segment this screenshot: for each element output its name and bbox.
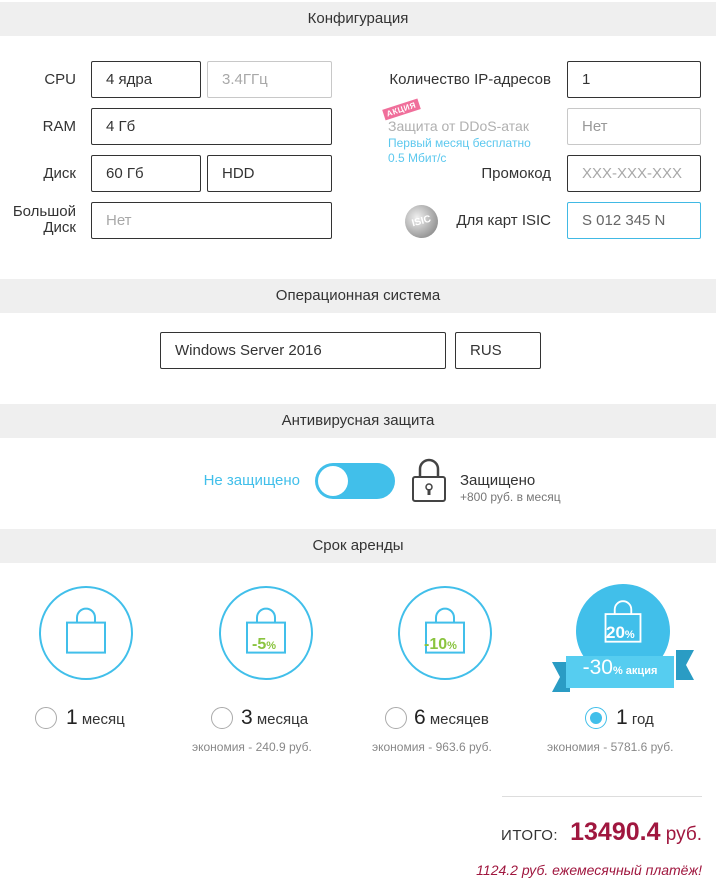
isic-logo: ISIC bbox=[401, 201, 441, 241]
term-6-months-label[interactable]: 6 месяцев bbox=[414, 706, 489, 729]
section-header-antivirus: Антивирусная защита bbox=[0, 404, 716, 438]
antivirus-toggle[interactable] bbox=[315, 463, 395, 499]
ddos-promo-line2: 0.5 Мбит/с bbox=[388, 151, 447, 165]
big-disk-label bbox=[0, 204, 76, 236]
monthly-payment: 1124.2 руб. ежемесячный платёж! bbox=[476, 862, 702, 878]
lock-icon bbox=[410, 457, 448, 508]
term-6-discount: -10% bbox=[424, 636, 457, 653]
os-language-select[interactable]: RUS bbox=[455, 332, 541, 369]
section-header-config: Конфигурация bbox=[0, 2, 716, 36]
toggle-knob bbox=[318, 466, 348, 496]
disk-size-field[interactable]: 60 Гб bbox=[91, 155, 201, 192]
ram-label: RAM bbox=[42, 118, 76, 135]
big-disk-field[interactable]: Нет bbox=[91, 202, 332, 239]
antivirus-off-label: Не защищено bbox=[203, 472, 300, 489]
term-3-months-radio[interactable] bbox=[211, 707, 233, 729]
term-1-year-radio[interactable] bbox=[585, 707, 607, 729]
term-6-months-icon[interactable] bbox=[398, 586, 492, 680]
big-disk-label-line1: Большой bbox=[12, 203, 76, 220]
total-label: ИТОГО: bbox=[501, 827, 559, 844]
section-header-term: Срок аренды bbox=[0, 529, 716, 563]
total-price bbox=[501, 818, 702, 847]
disk-type-field[interactable]: HDD bbox=[207, 155, 332, 192]
term-6-months-radio[interactable] bbox=[385, 707, 407, 729]
term-3-discount: -5% bbox=[252, 636, 277, 653]
cpu-cores-field[interactable]: 4 ядра bbox=[91, 61, 201, 98]
isic-field[interactable]: S 012 345 N bbox=[567, 202, 701, 239]
cpu-freq-field: 3.4ГГц bbox=[207, 61, 332, 98]
ddos-label: Защита от DDoS-атак bbox=[388, 118, 529, 134]
cpu-label: CPU bbox=[44, 71, 76, 88]
ram-field[interactable]: 4 Гб bbox=[91, 108, 332, 145]
shopping-bag-icon bbox=[61, 607, 111, 662]
term-1-year-label[interactable]: 1 год bbox=[616, 706, 654, 729]
promo-code-label: Промокод bbox=[481, 165, 551, 182]
term-3-months-label[interactable]: 3 месяца bbox=[241, 706, 309, 729]
term-year-saving: экономия - 5781.6 руб. bbox=[547, 740, 674, 754]
total-currency: руб. bbox=[660, 824, 702, 845]
isic-label: Для карт ISIC bbox=[456, 212, 551, 229]
term-1-month-icon[interactable] bbox=[39, 586, 133, 680]
term-1-month-label[interactable]: 1 месяц bbox=[66, 706, 125, 729]
divider bbox=[502, 796, 702, 797]
ddos-promo-line1: Первый месяц бесплатно bbox=[388, 136, 531, 150]
term-6-saving: экономия - 963.6 руб. bbox=[372, 740, 492, 754]
promo-ribbon: -30% акция bbox=[566, 656, 674, 688]
ip-count-label: Количество IP-адресов bbox=[389, 71, 551, 88]
os-select[interactable]: Windows Server 2016 bbox=[160, 332, 446, 369]
promo-code-field[interactable]: XXX-XXX-XXX bbox=[567, 155, 701, 192]
ip-count-field[interactable]: 1 bbox=[567, 61, 701, 98]
term-1-month-radio[interactable] bbox=[35, 707, 57, 729]
section-header-os: Операционная система bbox=[0, 279, 716, 313]
antivirus-price: +800 руб. в месяц bbox=[460, 490, 561, 504]
promo-badge: АКЦИЯ bbox=[382, 99, 420, 121]
disk-label: Диск bbox=[43, 165, 76, 182]
antivirus-on-label: Защищено bbox=[460, 472, 536, 489]
ddos-field[interactable]: Нет bbox=[567, 108, 701, 145]
term-3-saving: экономия - 240.9 руб. bbox=[192, 740, 312, 754]
term-3-months-icon[interactable] bbox=[219, 586, 313, 680]
big-disk-label-line2: Диск bbox=[43, 219, 76, 236]
term-year-discount: 20% bbox=[606, 623, 635, 642]
total-value: 13490.4 bbox=[570, 818, 661, 846]
